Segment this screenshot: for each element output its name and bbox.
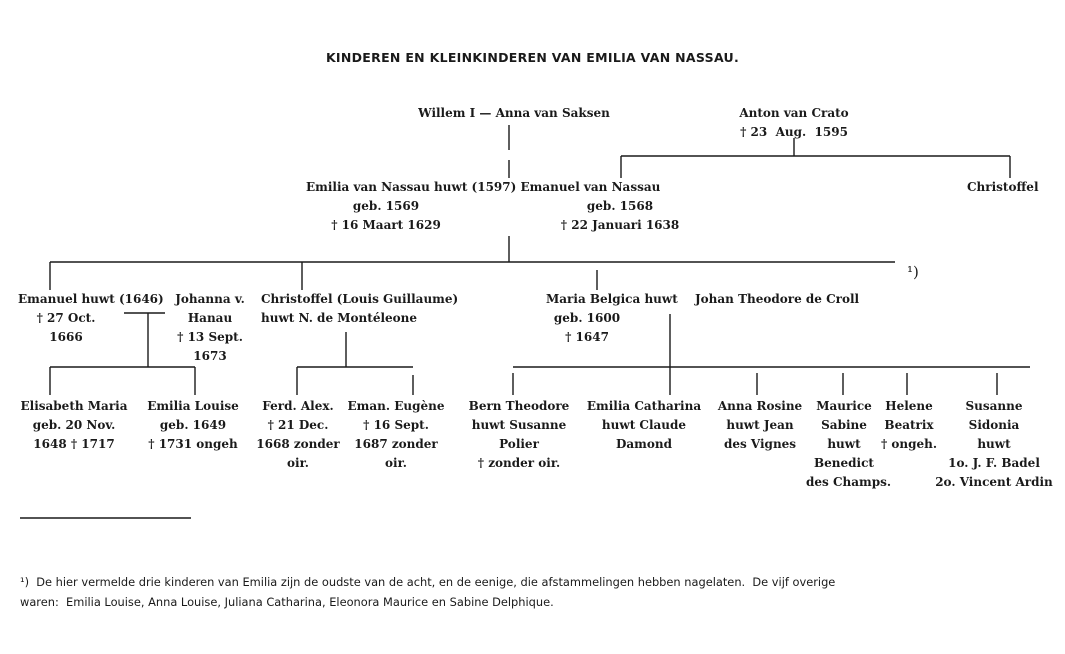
footnote-marker: ¹) [20, 575, 30, 589]
footnote-reference: ¹) [907, 263, 919, 281]
footnote-line-1: De hier vermelde drie kinderen van Emilia zijn de oudste van de acht, en de eenige, die afstammelingen hebben nagelaten. De vijf overige [36, 575, 836, 589]
node-willem-anna: Willem I — Anna van Saksen [418, 106, 610, 120]
node-emilia-louise: Emilia Louise geb. 1649 † 1731 ongeh [147, 399, 239, 451]
node-emilia-emanuel: Emilia van Nassau huwt (1597) Emanuel van Nassau [306, 180, 661, 194]
node-maria-belgica: Maria Belgica huwt [546, 292, 678, 306]
node-emilia-dates: geb. 1569 † 16 Maart 1629 [331, 199, 441, 232]
node-emanuel-jr-dates: † 27 Oct. 1666 [36, 311, 96, 344]
node-anna-rosine: Anna Rosine huwt Jean des Vignes [717, 399, 803, 451]
node-emilia-catharina: Emilia Catharina huwt Claude Damond [586, 399, 702, 451]
node-maurice-sabine: Maurice Sabine huwt Benedict des Champs. [806, 399, 892, 489]
node-emanuel-dates: geb. 1568 † 22 Januari 1638 [560, 199, 680, 232]
node-eman-eugene: Eman. Eugène † 16 Sept. 1687 zonder oir. [347, 399, 445, 470]
footnote [20, 572, 1060, 612]
node-johanna-van-hanau: Johanna v. Hanau † 13 Sept. 1673 [175, 292, 245, 363]
page-title: KINDEREN EN KLEINKINDEREN VAN EMILIA VAN NASSAU. [325, 50, 740, 65]
node-elisabeth-maria: Elisabeth Maria geb. 20 Nov. 1648 † 1717 [20, 399, 128, 451]
node-susanne-sidonia: Susanne Sidonia huwt 1o. J. F. Badel 2o. Vincent Ardin [935, 399, 1053, 489]
node-ferd-alex: Ferd. Alex. † 21 Dec. 1668 zonder oir. [256, 399, 340, 470]
node-maria-dates: geb. 1600 † 1647 [553, 311, 621, 344]
node-anton-van-crato: Anton van Crato † 23 Aug. 1595 [739, 106, 849, 139]
node-christoffel-louis: Christoffel (Louis Guillaume) huwt N. de Montéleone [261, 292, 459, 325]
footnote-line-2: waren: Emilia Louise, Anna Louise, Juliana Catharina, Eleonora Maurice en Sabine Delphique. [20, 595, 554, 609]
node-bern-theodore: Bern Theodore huwt Susanne Polier † zonder oir. [468, 399, 570, 470]
node-christoffel: Christoffel [967, 180, 1039, 194]
node-johan-theodore: Johan Theodore de Croll [695, 292, 860, 306]
node-emanuel-huwt: Emanuel huwt (1646) [18, 292, 164, 306]
node-helene-beatrix: Helene Beatrix † ongeh. [880, 399, 938, 451]
